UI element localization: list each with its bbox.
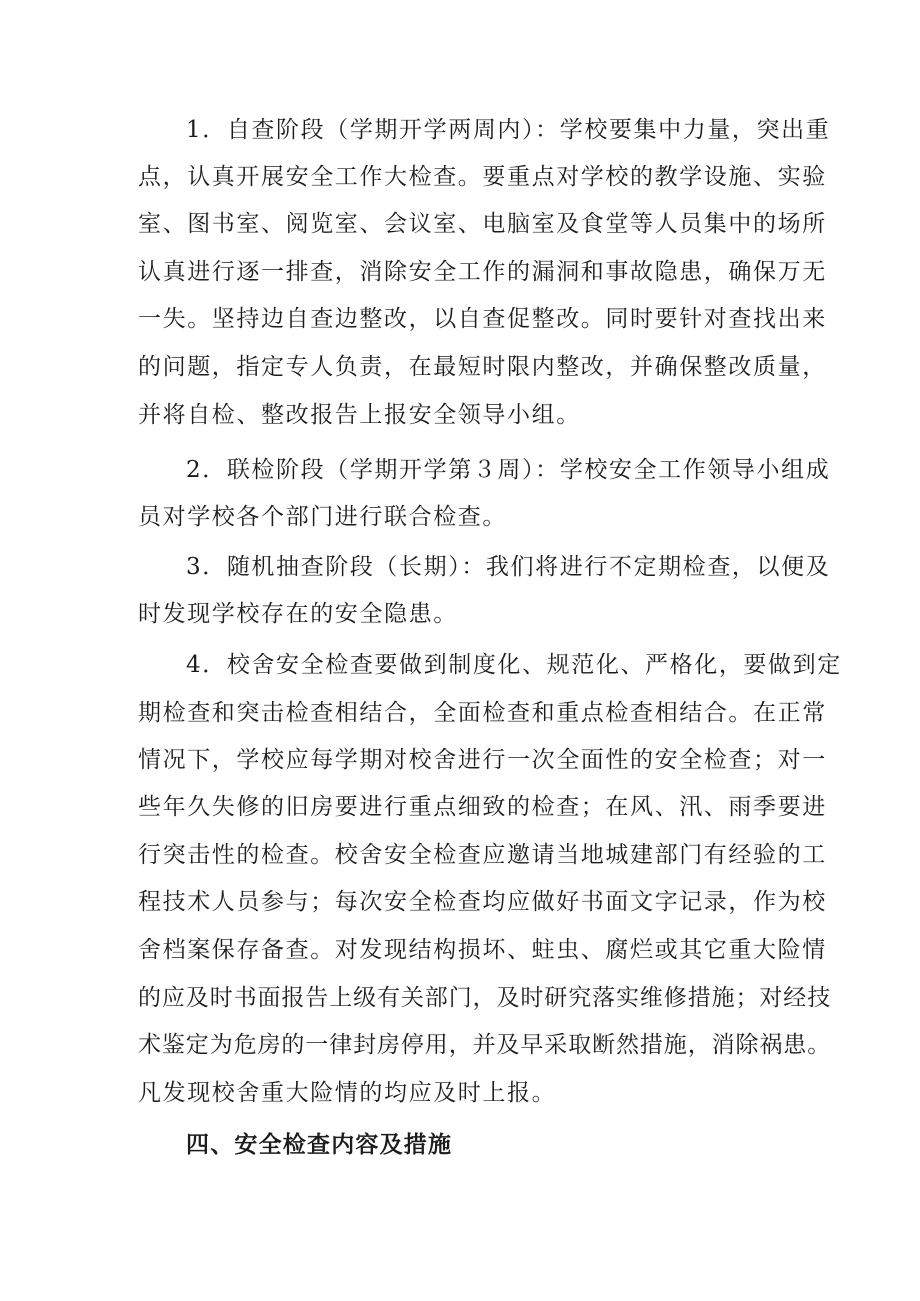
item-4-line-9: 术鉴定为危房的一律封房停用，并及早采取断然措施，消除祸患。 xyxy=(138,1032,832,1058)
item-4-line-8: 的应及时书面报告上级有关部门，及时研究落实维修措施；对经技 xyxy=(138,985,832,1011)
item-4-line-6: 程技术人员参与；每次安全检查均应做好书面文字记录，作为校 xyxy=(138,889,827,915)
item-1-line-6: 的问题，指定专人负责，在最短时限内整改，并确保整改质量， xyxy=(138,354,827,380)
item-3-line-2: 时发现学校存在的安全隐患。 xyxy=(138,601,458,627)
item-1-line-7: 并将自检、整改报告上报安全领导小组。 xyxy=(138,402,581,428)
item-1-line-3: 室、图书室、阅览室、会议室、电脑室及食堂等人员集中的场所 xyxy=(138,211,827,237)
item-4-line-1: 4．校舍安全检查要做到制度化、规范化、严格化，要做到定 xyxy=(186,652,842,678)
item-1-line-4: 认真进行逐一排查，消除安全工作的漏洞和事故隐患，确保万无 xyxy=(138,259,827,285)
item-4-line-4: 些年久失修的旧房要进行重点细致的检查；在风、汛、雨季要进 xyxy=(138,794,827,820)
item-3-line-1: 3．随机抽查阶段（长期）：我们将进行不定期检查，以便及 xyxy=(186,554,831,580)
item-1-line-2: 点，认真开展安全工作大检查。要重点对学校的教学设施、实验 xyxy=(138,164,827,190)
item-4-line-5: 行突击性的检查。校舍安全检查应邀请当地城建部门有经验的工 xyxy=(138,842,827,868)
item-1-line-1: 1．自查阶段（学期开学两周内）：学校要集中力量，突出重 xyxy=(186,117,831,143)
item-1-line-5: 一失。坚持边自查边整改，以自查促整改。同时要针对查找出来 xyxy=(138,306,827,332)
item-4-line-7: 舍档案保存备查。对发现结构损坏、蛀虫、腐烂或其它重大险情 xyxy=(138,937,827,963)
item-4-line-3: 情况下，学校应每学期对校舍进行一次全面性的安全检查；对一 xyxy=(138,747,827,773)
item-4-line-10: 凡发现校舍重大险情的均应及时上报。 xyxy=(138,1080,557,1106)
item-4-line-2: 期检查和突击检查相结合，全面检查和重点检查相结合。在正常 xyxy=(138,700,827,726)
section-heading: 四、安全检查内容及措施 xyxy=(186,1132,453,1158)
item-2-line-2: 员对学校各个部门进行联合检查。 xyxy=(138,504,507,530)
item-2-line-1: 2．联检阶段（学期开学第３周）：学校安全工作领导小组成 xyxy=(186,457,831,483)
